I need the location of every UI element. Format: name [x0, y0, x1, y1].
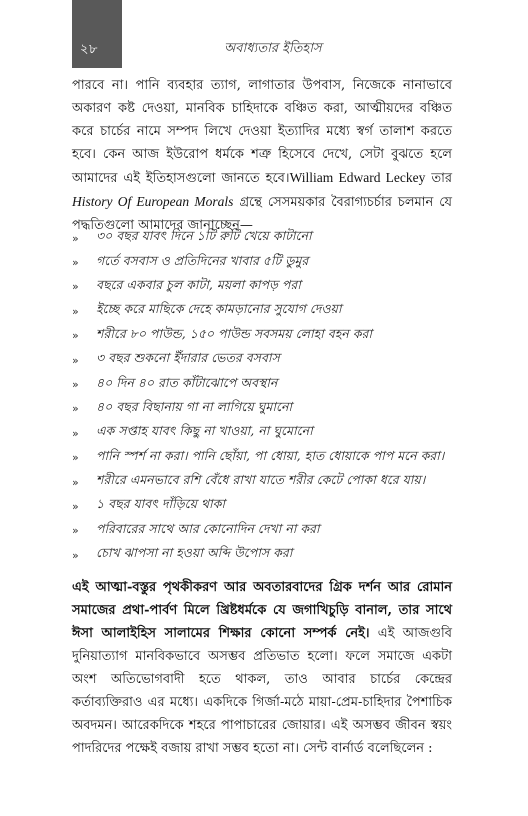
list-item-text: পরিবারের সাথে আর কোনোদিন দেখা না করা [96, 520, 320, 536]
author-name: William Edward Leckey [289, 170, 426, 185]
list-item [72, 324, 472, 348]
list-item [72, 226, 472, 250]
bullet-icon: » [72, 499, 79, 513]
closing-text: এই আজগুবি দুনিয়াত্যাগ মানবিকভাবে অসম্ভব প্রতিভাত হলো। ফলে সমাজে একটা অংশ অতিভোগবাদী হতে থাকল, তাও আবার চার্চের কেন্দ্রের কর্তাব্যক্তিরাও এর মধ্যে। একদিকে গির্জা-মঠে মায়া-প্রেম-চাহিদার পৈশাচিক অবদমন। আরেকদিকে শহরে পাপাচারের জোয়ার। এই অসম্ভব জীবন স্বয়ং পাদরিদের পক্ষেই বজায় রাখা সম্ভব হতো না। সেন্ট বার্নার্ড বলেছিলেন : [72, 626, 452, 756]
list-item-text: ইচ্ছে করে মাছিকে দেহে কামড়ানোর সুযোগ দেওয়া [96, 301, 342, 317]
intro-paragraph [72, 74, 452, 237]
list-item [72, 421, 472, 445]
closing-paragraph [72, 576, 452, 760]
list-item-text: ৩০ বছর যাবৎ দিনে ১টি রুটি খেয়ে কাটানো [96, 228, 312, 244]
list-item-text: ৩ বছর শুকনো ইঁদারার ভেতর বসবাস [96, 350, 280, 366]
list-item-text: এক সপ্তাহ যাবৎ কিছু না খাওয়া, না ঘুমোনো [96, 423, 313, 439]
list-item [72, 250, 472, 274]
list-item [72, 275, 472, 299]
list-item-text: ৪০ দিন ৪০ রাত কাঁটাঝোপে অবস্থান [96, 374, 278, 390]
intro-tar: তার [425, 171, 453, 186]
list-item [72, 470, 472, 494]
list-item [72, 519, 472, 543]
intro-rest: গ্রন্থে সেসময়কার বৈরাগ্যচর্চার চলমান যে পদ্ধতিগুলো আমাদের জানাচ্ছেন— [72, 195, 452, 233]
bullet-icon: » [72, 426, 79, 440]
list-item [72, 348, 472, 372]
list-item-text: ১ বছর যাবৎ দাঁড়িয়ে থাকা [96, 496, 226, 512]
list-item [72, 494, 472, 518]
list-item-text: গর্তে বসবাস ও প্রতিদিনের খাবার ৫টি ডুমুর [96, 252, 309, 268]
bullet-icon: » [72, 280, 79, 294]
list-item-text: বছরে একবার চুল কাটা, ময়লা কাপড় পরা [96, 276, 301, 292]
list-item [72, 543, 472, 567]
closing-bold-text: এই আত্মা-বস্তুর পৃথকীকরণ আর অবতারবাদের গ্রিক দর্শন আর রোমান সমাজের প্রথা-পার্বণ মিলে খ্রিষ্টধর্মকে যে জগাখিচুড়ি বানাল, তার সাথে ঈসা আলাইহিস সালামের শিক্ষার কোনো সম্পর্ক নেই। [72, 580, 452, 641]
list-item-text: চোখ ঝাপসা না হওয়া অব্দি উপোস করা [96, 545, 293, 561]
bullet-icon: » [72, 304, 79, 318]
bullet-icon: » [72, 451, 79, 465]
intro-text: পারবে না। পানি ব্যবহার ত্যাগ, লাগাতার উপবাস, নিজেকে নানাভাবে অকারণ কষ্ট দেওয়া, মানবিক চাহিদাকে বঞ্চিত করা, আত্মীয়দের বঞ্চিত করে চার্চের নামে সম্পদ লিখে দেওয়া ইত্যাদির মধ্যে স্বর্গ তালাশ করতে হবে। কেন আজ ইউরোপ ধর্মকে শত্রু হিসেবে দেখে, সেটা বুঝতে হলে আমাদের এই ইতিহাসগুলো জানতে হবে। [72, 78, 452, 186]
list-item [72, 299, 472, 323]
bullet-icon: » [72, 378, 79, 392]
list-item [72, 372, 472, 396]
bullet-icon: » [72, 231, 79, 245]
bullet-icon: » [72, 353, 79, 367]
list-item [72, 397, 472, 421]
practices-list [72, 226, 472, 567]
list-item-text: শরীরে এমনভাবে রশি বেঁধে রাখা যাতে শরীর কেটে পোকা ধরে যায়। [96, 472, 426, 488]
book-title: History Of European Morals [72, 194, 234, 209]
bullet-icon: » [72, 524, 79, 538]
list-item-text: ৪০ বছর বিছানায় গা না লাগিয়ে ঘুমানো [96, 398, 293, 414]
bullet-icon: » [72, 256, 79, 270]
bullet-icon: » [72, 329, 79, 343]
list-item [72, 446, 472, 470]
list-item-text: শরীরে ৮০ পাউন্ড, ১৫০ পাউন্ড সবসময় লোহা বহন করা [96, 325, 372, 341]
bullet-icon: » [72, 475, 79, 489]
running-title: অবাধ্যতার ইতিহাস [224, 41, 322, 56]
list-item-text: পানি স্পর্শ না করা। পানি ছোঁয়া, পা ধোয়া, হাত ধোয়াকে পাপ মনে করা। [96, 447, 445, 463]
bullet-icon: » [72, 548, 79, 562]
page-number: ২৮ [80, 42, 98, 57]
bullet-icon: » [72, 402, 79, 416]
